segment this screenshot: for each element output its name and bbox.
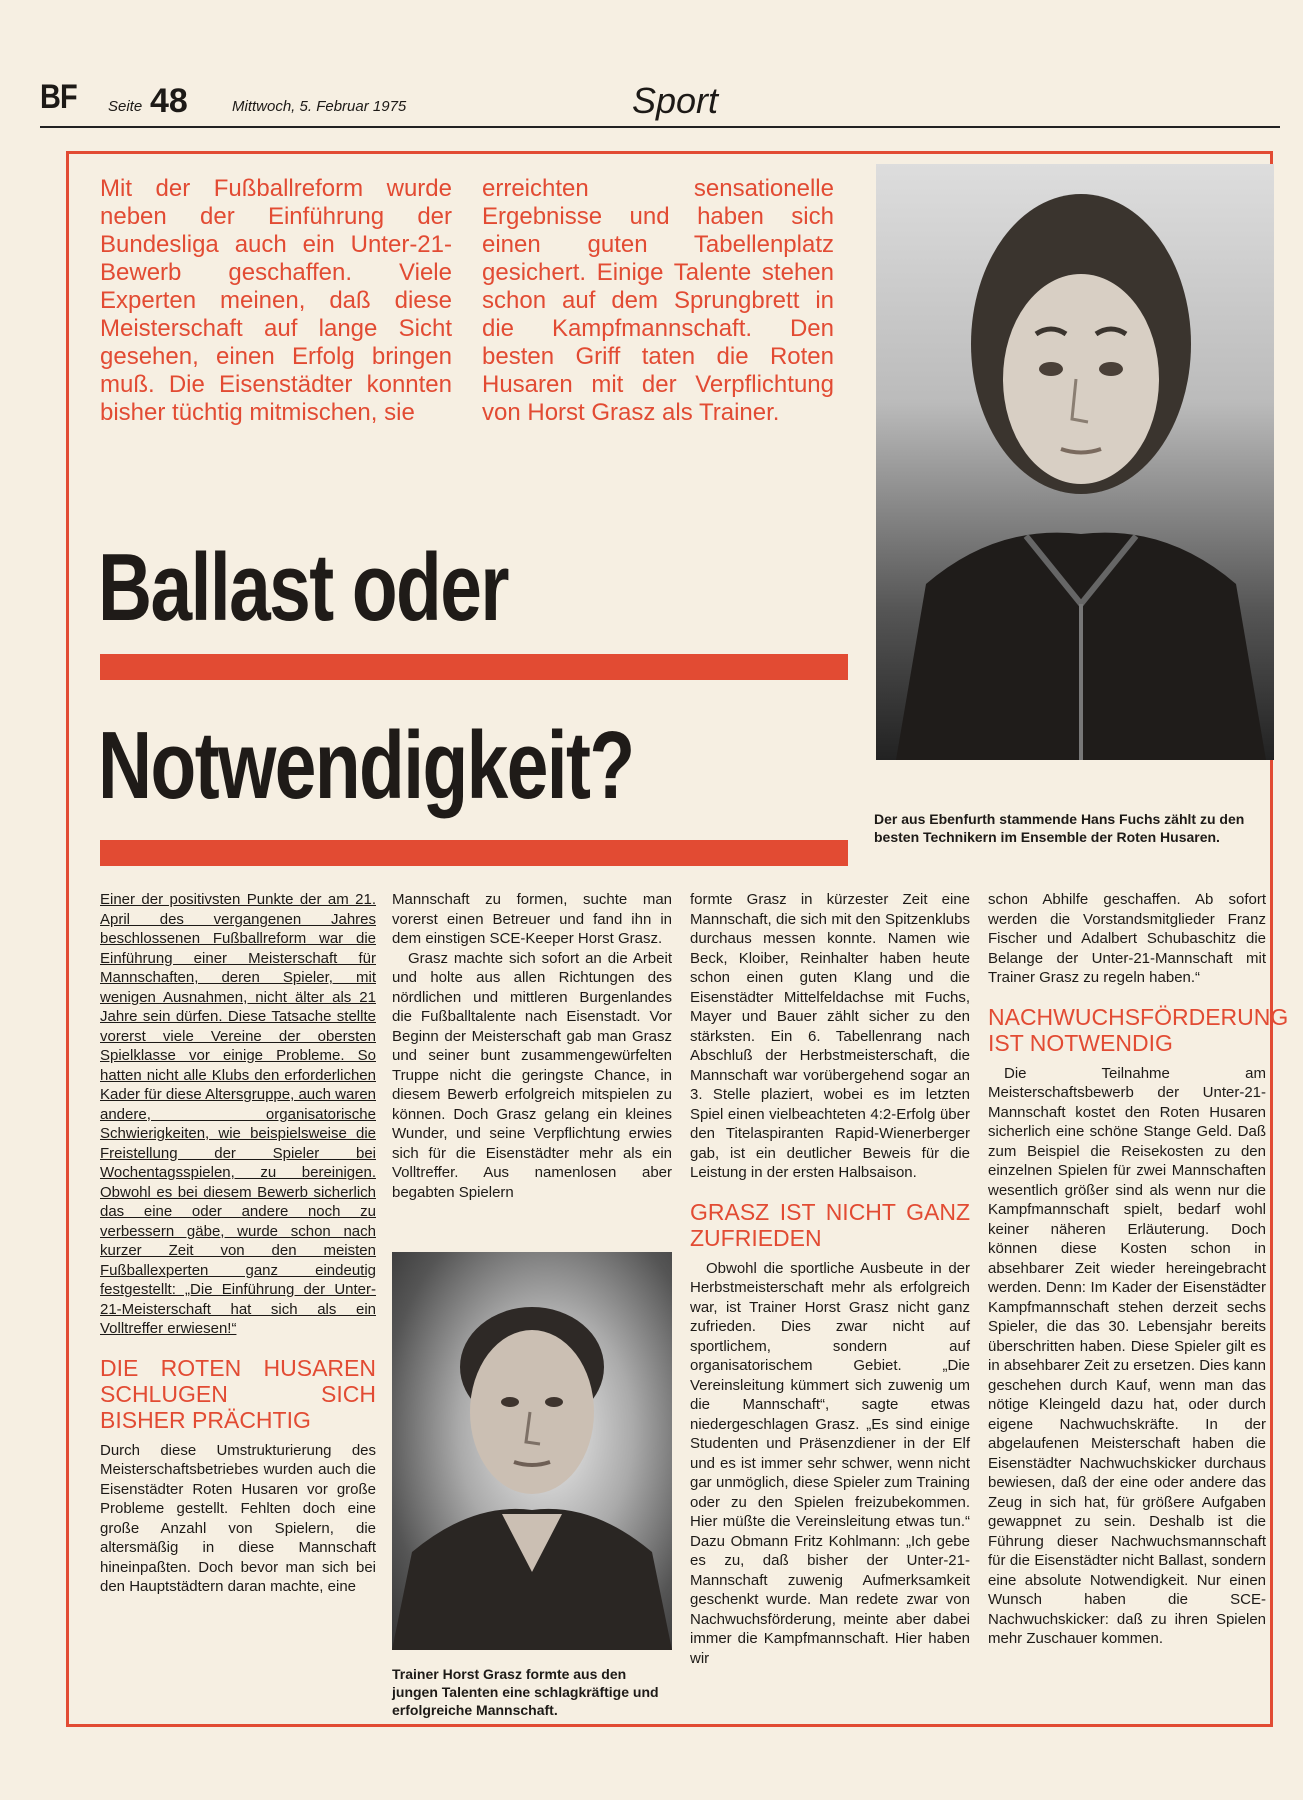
section-title: Sport bbox=[632, 80, 719, 121]
headline-red-bar-top bbox=[100, 654, 848, 680]
headline-line-1: Ballast oder bbox=[98, 534, 508, 641]
trainer-portrait-icon bbox=[392, 1252, 672, 1650]
intro-column-2: erreichten sensationelle Ergebnisse und haben sich einen guten Tabellenplatz gesichert. Einige Talente stehen schon auf dem Sprungbrett in die Kampfmannschaft. Den besten Griff taten die Roten Husaren mit der Verpflichtung von Horst Grasz als Trainer. bbox=[482, 175, 834, 426]
body-column-4 bbox=[988, 890, 1289, 1649]
page-number: 48 bbox=[150, 82, 188, 120]
headline-red-bar-bottom bbox=[100, 840, 848, 866]
player-photo-caption: Der aus Ebenfurth stammende Hans Fuchs zählt zu den besten Technikern im Ensemble der Roten Husaren. bbox=[874, 811, 1245, 845]
issue-date: Mittwoch, 5. Februar 1975 bbox=[232, 98, 407, 115]
newspaper-logo: BF bbox=[40, 78, 77, 116]
player-photo bbox=[876, 164, 1274, 760]
trainer-photo-caption: Trainer Horst Grasz formte aus den jungen Talenten eine schlagkräftige und erfolgreiche Mannschaft. bbox=[392, 1666, 659, 1718]
column-paragraph: formte Grasz in kürzester Zeit eine Mannschaft, die sich mit den Spitzenklubs durchaus messen konnte. Namen wie Beck, Kloiber, Reinhalter haben heute schon einen guten Klang und die Eisenstädter Mittelfeldachse mit Fuchs, Mayer und Bauer zählt sicher zu den stärksten. Ein 6. Tabellenrang nach Abschluß der Herbstmeisterschaft, die Mannschaft war vorübergehend sogar an 3. Stelle plaziert, wobei es im letzten Spiel einen vielbeachteten 4:2-Erfolg über den Titelaspiranten Rapid-Wienerberger gab, ist ein deutlicher Beweis für die Leistung in der ersten Halbsaison. bbox=[690, 891, 970, 1181]
column-paragraph: Mannschaft zu formen, suchte man vorerst einen Betreuer und fand ihn in dem einstigen SCE-Keeper Horst Grasz. bbox=[392, 891, 672, 947]
intro-column-1: Mit der Fußballreform wurde neben der Einführung der Bundesliga auch ein Unter-21-Bewerb geschaffen. Viele Experten meinen, daß diese Meisterschaft auf lange Sicht gesehen, einen Erfolg bringen muß. Die Eisenstädter konnten bisher tüchtig mitmischen, sie bbox=[100, 175, 452, 426]
trainer-photo bbox=[392, 1252, 672, 1650]
subheading: DIE ROTEN HUSAREN SCHLUGEN SICH BISHER PRÄCHTIG bbox=[100, 1354, 376, 1433]
body-column-2 bbox=[392, 890, 672, 1202]
subheading: NACHWUCHSFÖRDERUNG IST NOTWENDIG bbox=[988, 1003, 1289, 1056]
masthead-rule bbox=[40, 126, 1280, 128]
column-paragraph: Die Teilnahme am Meisterschaftsbewerb der Unter-21-Mannschaft kostet den Roten Husaren sicherlich eine schöne Stange Geld. Daß zum Beispiel die Reisekosten zu den einzelnen Spielen für zwei Mannschaften wesentlich größer sind als wenn nur die Kampfmannschaft spielt, bedarf wohl keiner näheren Erläuterung. Doch können diese Kosten schon in absehbarer Zeit wieder hereingebracht werden. Denn: Im Kader der Eisenstädter Kampfmannschaft stehen derzeit sechs Spieler, die das 30. Lebensjahr bereits überschritten haben. Diese Spieler gilt es in absehbarer Zeit zu ersetzen. Dies kann geschehen durch Kauf, wenn man das nötige Kleingeld dazu hat, oder durch eigene Nachwuchskräfte. In der abgelaufenen Meisterschaft haben die Eisenstädter Nachwuchskicker durchaus bewiesen, daß der eine oder andere das Zeug in sich hat, für größere Aufgaben gewappnet zu sein. Deshalb ist die Führung dieser Nachwuchsmannschaft für die Eisenstädter nicht Ballast, sondern eine absolute Notwendigkeit. Nur einen Wunsch haben die SCE-Nachwuchskicker: daß zu ihren Spielen mehr Zuschauer kommen. bbox=[988, 1064, 1266, 1647]
body-column-1 bbox=[100, 890, 376, 1597]
page-label: Seite bbox=[108, 98, 143, 115]
subheading: GRASZ IST NICHT GANZ ZUFRIEDEN bbox=[690, 1198, 970, 1251]
column-paragraph: schon Abhilfe geschaffen. Ab sofort werden die Vorstandsmitglieder Franz Fischer und Adalbert Schubaschitz die Belange der Unter-21-Mannschaft mit Trainer Grasz zu regeln haben.“ bbox=[988, 891, 1266, 986]
column-paragraph: Grasz machte sich sofort an die Arbeit und holte aus allen Richtungen des nördlichen und mittleren Burgenlandes die Fußballtalente nach Eisenstadt. Vor Beginn der Meisterschaft gab man Grasz und seiner bunt zusammengewürfelten Truppe nicht die geringste Chance, in diesem Bewerb erfolgreich mitspielen zu können. Doch Grasz gelang ein kleines Wunder, und seine Verpflichtung erwies sich für die Eisenstädter mehr als ein Volltreffer. Aus namenlosen aber begabten Spielern bbox=[392, 949, 672, 1201]
column-paragraph: Durch diese Umstrukturierung des Meisterschaftsbetriebes wurden auch die Eisenstädter Roten Husaren vor große Probleme gestellt. Fehlten doch eine große Anzahl von Spielern, die altersmäßig in diese Mannschaft hineinpaßten. Doch bevor man sich bei den Hauptstädtern daran machte, eine bbox=[100, 1441, 376, 1595]
column-paragraph: Einer der positivsten Punkte der am 21. April des vergangenen Jahres beschlossenen Fußballreform war die Einführung einer Meisterschaft für Mannschaften, deren Spieler, mit wenigen Ausnahmen, nicht älter als 21 Jahre sein dürfen. Diese Tatsache stellte vorerst viele Vereine der obersten Spielklasse vor einige Probleme. So hatten nicht alle Klubs den erforderlichen Kader für diese Altersgruppe, auch waren andere, organisatorische Schwierigkeiten, wie beispielsweise die Freistellung der Spieler bei Wochentagsspielen, zu bereinigen. Obwohl es bei diesem Bewerb sicherlich das eine oder andere noch zu verbessern gäbe, wurde schon nach kurzer Zeit von den meisten Fußballexperten ganz eindeutig festgestellt: „Die Einführung der Unter-21-Meisterschaft hat sich als ein Volltreffer erwiesen!“ bbox=[100, 891, 376, 1337]
player-portrait-icon bbox=[876, 164, 1274, 760]
headline-line-2: Notwendigkeit? bbox=[98, 712, 634, 819]
body-column-3 bbox=[690, 890, 970, 1668]
column-paragraph: Obwohl die sportliche Ausbeute in der Herbstmeisterschaft mehr als erfolgreich war, ist Trainer Horst Grasz nicht ganz zufrieden. Dies zwar nicht auf sportlichem, sondern auf organisatorischem Gebiet. „Die Vereinsleitung kümmert sich zuwenig um die Mannschaft“, sagte etwas niedergeschlagen Grasz. „Es sind einige Studenten und Präsenzdiener in der Elf und es ist immer sehr schwer, wenn nicht gar unmöglich, diese Spieler zum Training oder zu den Spielen freizubekommen. Hier müßte die Vereinsleitung etwas tun.“ Dazu Obmann Fritz Kohlmann: „Ich gebe es zu, daß bisher der Unter-21-Mannschaft zuwenig Aufmerksamkeit geschenkt wurde. Man redete zwar von Nachwuchsförderung, meinte aber dabei immer die Kampfmannschaft. Hier haben wir bbox=[690, 1259, 970, 1667]
